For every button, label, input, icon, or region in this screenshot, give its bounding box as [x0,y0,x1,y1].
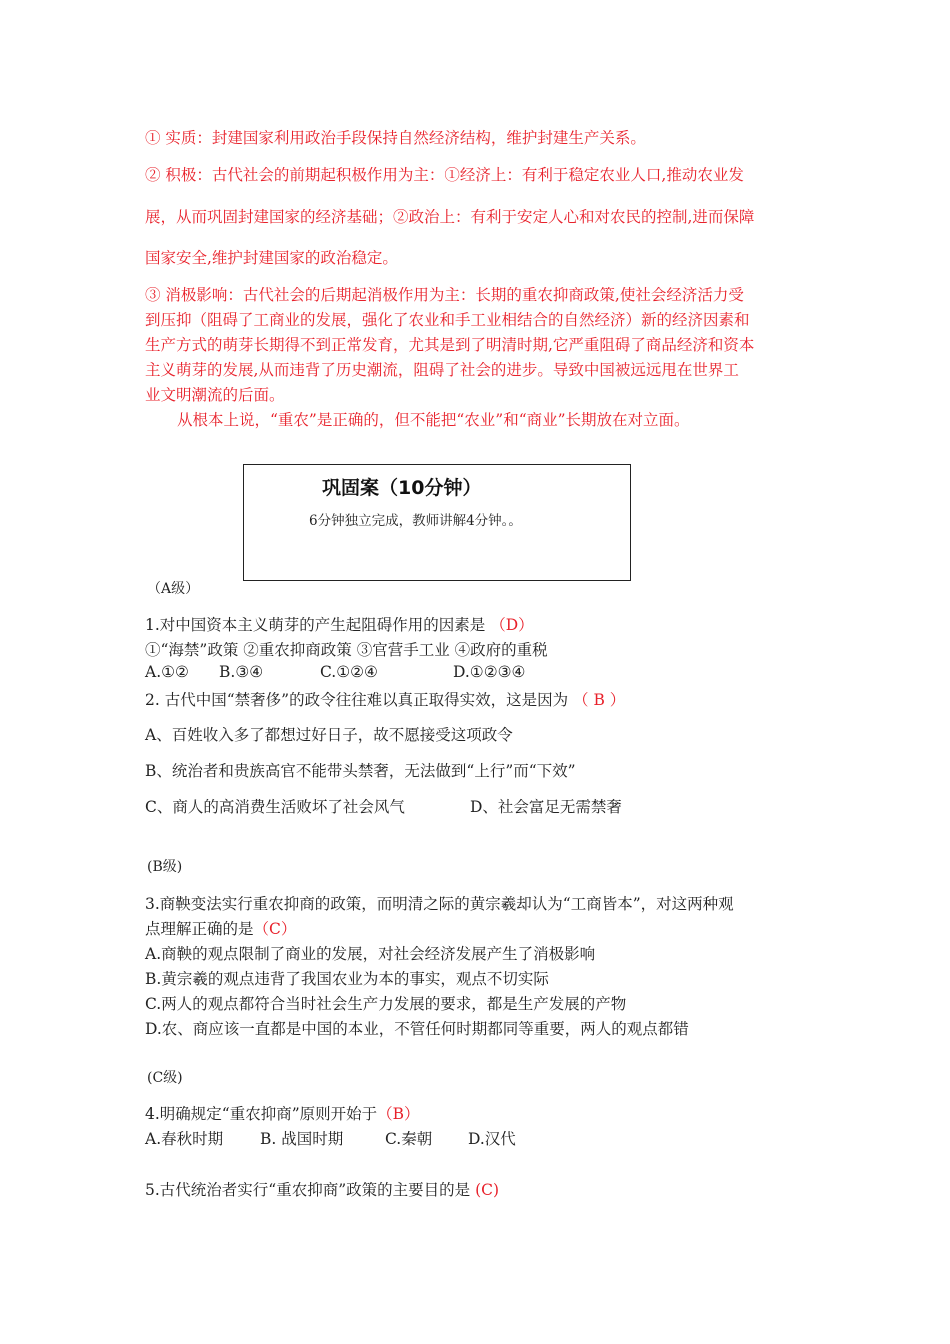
q3-stem-line-1: 3.商鞅变法实行重农抑商的政策，而明清之际的黄宗羲却认为“工商皆本”，对这两种观 [145,895,734,913]
q2-stem [145,688,625,710]
q4-option-d: D.汉代 [468,1130,516,1148]
q3-option-a: A.商鞅的观点限制了商业的发展，对社会经济发展产生了消极影响 [145,945,596,963]
q2-stem-text: 2. 古代中国“禁奢侈”的政令往往难以真正取得实效，这是因为 [145,691,569,709]
q3-answer: （C） [253,920,297,938]
level-b-label: (B级) [147,859,183,875]
analysis-conclusion: 从根本上说，“重农”是正确的，但不能把“农业”和“商业”长期放在对立面。 [177,411,690,429]
q3-stem-line-2 [145,917,296,939]
q2-option-b: B、统治者和贵族高官不能带头禁奢，无法做到“上行”而“下效” [145,762,576,780]
analysis-negative-line-5: 业文明潮流的后面。 [145,386,285,404]
consolidation-subtitle: 6分钟独立完成，教师讲解4分钟。。 [309,513,522,529]
level-c-label: (C级) [147,1070,183,1086]
q2-option-d: D、社会富足无需禁奢 [470,798,622,816]
q4-stem [145,1102,420,1124]
q2-answer: （ B ） [573,691,626,709]
q1-option-d: D.①②③④ [453,663,526,681]
q3-option-b: B.黄宗羲的观点违背了我国农业为本的事实，观点不切实际 [145,970,549,988]
q2-option-c: C、商人的高消费生活败坏了社会风气 [145,798,405,816]
q5-stem-text: 5.古代统治者实行“重农抑商”政策的主要目的是 [145,1181,471,1199]
q4-option-a: A.春秋时期 [145,1130,224,1148]
analysis-negative-line-3: 生产方式的萌芽长期得不到正常发育，尤其是到了明清时期,它严重阻碍了商品经济和资本 [145,336,755,354]
q5-stem [145,1178,499,1200]
analysis-negative-line-4: 主义萌芽的发展,从而违背了历史潮流，阻碍了社会的进步。导致中国被远远甩在世界工 [145,361,739,379]
analysis-positive-line-3: 国家安全,维护封建国家的政治稳定。 [145,249,398,267]
analysis-negative-line-2: 到压抑（阻碍了工商业的发展，强化了农业和手工业相结合的自然经济）新的经济因素和 [145,311,750,329]
q1-option-a: A.①② [145,663,189,681]
analysis-positive-line-1: ② 积极：古代社会的前期起积极作用为主：①经济上：有利于稳定农业人口,推动农业发 [145,166,744,184]
q1-stem [145,613,534,635]
analysis-positive-line-2: 展，从而巩固封建国家的经济基础；②政治上：有利于安定人心和对农民的控制,进而保障 [145,208,755,226]
q4-option-b: B. 战国时期 [260,1130,344,1148]
consolidation-title: 巩固案（10分钟） [322,477,482,499]
q4-answer: （B） [377,1105,420,1123]
q2-option-a: A、百姓收入多了都想过好日子，故不愿接受这项政令 [145,726,513,744]
q1-stem-text: 1.对中国资本主义萌芽的产生起阻碍作用的因素是 [145,616,486,634]
q4-option-c: C.秦朝 [385,1130,433,1148]
q1-answer: （D） [490,616,534,634]
q4-stem-text: 4.明确规定“重农抑商”原则开始于 [145,1105,378,1123]
q1-items: ①“海禁”政策 ②重农抑商政策 ③官营手工业 ④政府的重税 [145,641,548,659]
level-a-label: （A级） [147,581,200,597]
consolidation-box [243,464,631,581]
q1-option-c: C.①②④ [320,663,378,681]
q3-stem-text: 点理解正确的是 [145,920,254,938]
q1-option-b: B.③④ [219,663,264,681]
analysis-negative-line-1: ③ 消极影响：古代社会的后期起消极作用为主：长期的重农抑商政策,使社会经济活力受 [145,286,744,304]
q3-option-c: C.两人的观点都符合当时社会生产力发展的要求，都是生产发展的产物 [145,995,627,1013]
q3-option-d: D.农、商应该一直都是中国的本业，不管任何时期都同等重要，两人的观点都错 [145,1020,689,1038]
analysis-essence: ① 实质：封建国家利用政治手段保持自然经济结构，维护封建生产关系。 [145,129,646,147]
q5-answer: (C) [475,1181,500,1199]
